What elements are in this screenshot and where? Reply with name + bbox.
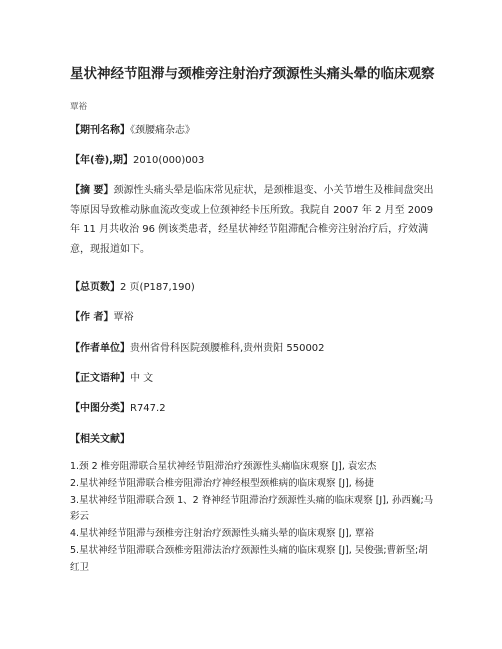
related-item[interactable]: 5.星状神经节阻滞联合颈椎旁阻滞法治疗颈源性头痛的临床观察 [J], 吴俊强;曹新坚;胡红卫	[70, 544, 428, 573]
abstract-field	[70, 181, 435, 259]
language-label: 【正文语种】	[70, 373, 130, 384]
journal-label: 【期刊名称】	[70, 125, 130, 136]
affiliation-label: 【作者单位】	[70, 343, 130, 354]
issue-field	[70, 151, 435, 170]
language-field	[70, 369, 435, 388]
journal-value: 《颈腰痛杂志》	[130, 125, 195, 136]
related-item[interactable]: 2.星状神经节阻滞联合椎旁阻滞治疗神经根型颈椎病的临床观察 [J], 杨捷	[70, 477, 374, 489]
author-label: 【作 者】	[70, 312, 114, 323]
language-value: 中 文	[130, 373, 154, 384]
classification-field	[70, 399, 435, 418]
related-item[interactable]: 1.颈 2 椎旁阻滞联合星状神经节阻滞治疗颈源性头痛临床观察 [J], 袁宏杰	[70, 461, 377, 472]
author-field	[70, 308, 435, 327]
related-heading: 【相关文献】	[70, 434, 130, 445]
pages-label: 【总页数】	[70, 282, 120, 293]
classification-value: R747.2	[130, 403, 166, 414]
author-line: 覃裕	[70, 102, 88, 112]
issue-value: 2010(000)003	[132, 155, 205, 166]
affiliation-field	[70, 339, 435, 358]
related-item[interactable]: 3.星状神经节阻滞联合颈 1、2 脊神经节阻滞治疗颈源性头痛的临床观察 [J], 孙西巍;马彩云	[70, 494, 434, 523]
affiliation-value: 贵州省骨科医院颈腰椎科,贵州贵阳 550002	[130, 343, 325, 354]
issue-label: 【年(卷),期】	[70, 155, 133, 166]
pages-field	[70, 278, 435, 297]
related-item[interactable]: 4.星状神经节阻滞与颈椎旁注射治疗颈源性头痛头晕的临床观察 [J], 覃裕	[70, 528, 374, 540]
classification-label: 【中图分类】	[70, 403, 130, 414]
related-list	[70, 459, 435, 577]
author-value: 覃裕	[113, 312, 134, 323]
abstract-label: 【摘 要】	[70, 185, 114, 196]
document-title: 星状神经节阻滞与颈椎旁注射治疗颈源性头痛头晕的临床观察	[70, 66, 435, 82]
abstract-value: 颈源性头痛头晕是临床常见症状，是颈椎退变、小关节增生及椎间盘突出等原因导致椎动脉血流改变或上位颈神经卡压所致。我院自 2007 年 2 月至 2009 年 11 月共收治 96 例该类患者，经星状神经节阻滞配合椎旁注射治疗后，疗效满意，现报道如下。	[70, 185, 434, 255]
journal-field	[70, 121, 435, 140]
pages-value: 2 页(P187,190)	[120, 282, 195, 293]
